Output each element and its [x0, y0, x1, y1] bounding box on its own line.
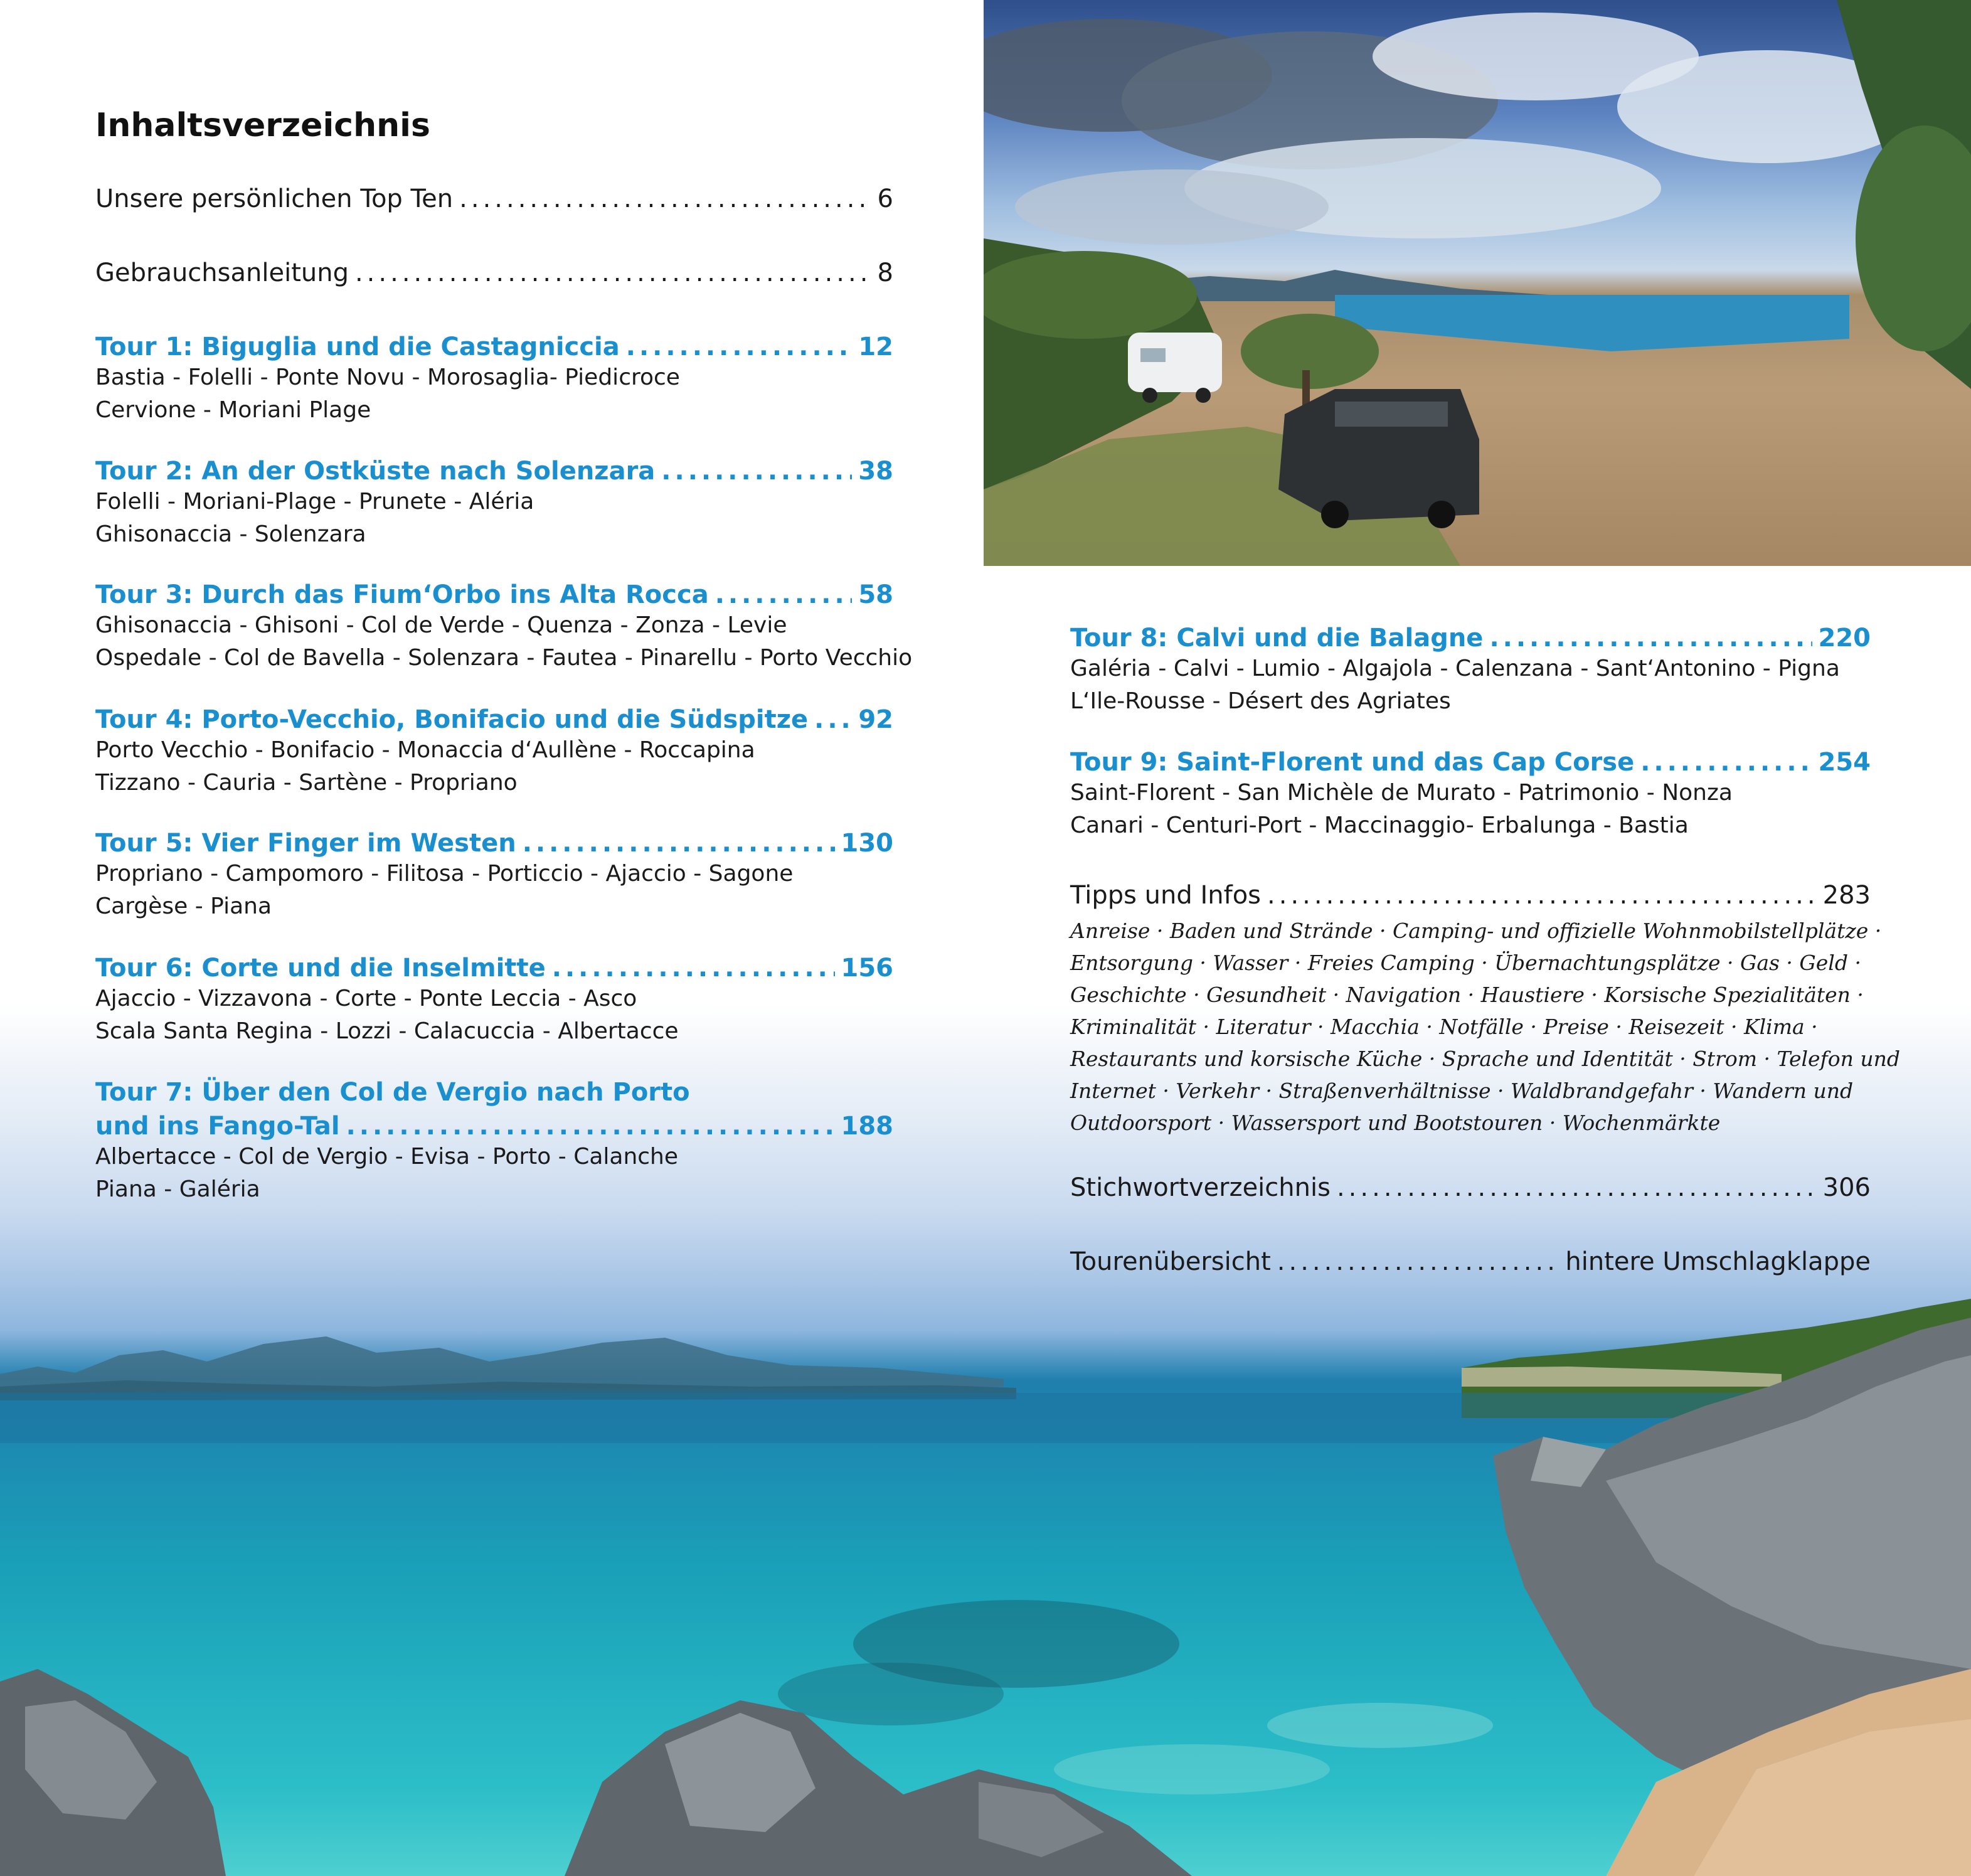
tour-places: Ajaccio - Vizzavona - Corte - Ponte Leccia - Asco	[95, 986, 637, 1011]
toc-entry-tour-2[interactable]	[95, 457, 893, 551]
dot-leader	[346, 1112, 835, 1141]
page-title: Inhaltsverzeichnis	[95, 107, 430, 144]
toc-entry-label: Unsere persönlichen Top Ten	[95, 184, 454, 213]
tour-places: Scala Santa Regina - Lozzi - Calacuccia - Albertacce	[95, 1018, 679, 1044]
toc-entry-label: Gebrauchsanleitung	[95, 258, 349, 287]
toc-entry-tour-6[interactable]	[95, 954, 893, 1048]
tour-places: Folelli - Moriani-Plage - Prunete - Aléria	[95, 489, 534, 514]
toc-entry-label: Tipps und Infos	[1070, 881, 1262, 910]
tour-places: L‘Ile-Rousse - Désert des Agriates	[1070, 688, 1451, 714]
tour-places: Ospedale - Col de Bavella - Solenzara - Fautea - Pinarellu - Porto Vecchio	[95, 645, 913, 671]
tour-places: Cargèse - Piana	[95, 893, 272, 919]
coast-panorama-illustration	[0, 1292, 1971, 1876]
toc-page-number: 220	[1818, 624, 1871, 653]
tour-places: Piana - Galéria	[95, 1176, 260, 1202]
tour-heading: Tour 1: Biguglia und die Castagniccia	[95, 333, 620, 361]
toc-page-number: 254	[1818, 748, 1871, 777]
toc-entry-usage[interactable]	[95, 258, 893, 287]
dot-leader	[1267, 881, 1817, 910]
toc-page-number: 8	[877, 258, 893, 287]
tips-topics-line: Entsorgung · Wasser · Freies Camping · Übernachtungsplätze · Gas · Geld ·	[1070, 951, 1861, 975]
tour-places: Saint-Florent - San Michèle de Murato - Patrimonio - Nonza	[1070, 780, 1733, 806]
tour-heading: Tour 2: An der Ostküste nach Solenzara	[95, 457, 656, 486]
toc-entry-index[interactable]	[1070, 1173, 1871, 1202]
tour-heading: Tour 9: Saint-Florent und das Cap Corse	[1070, 748, 1635, 777]
dot-leader	[715, 580, 853, 609]
tour-heading: Tour 6: Corte und die Inselmitte	[95, 954, 546, 983]
tips-topics-line: Internet · Verkehr · Straßenverhältnisse · Waldbrandgefahr · Wandern und	[1070, 1079, 1854, 1103]
toc-entry-label: Stichwortverzeichnis	[1070, 1173, 1331, 1202]
tour-places: Bastia - Folelli - Ponte Novu - Morosaglia- Piedicroce	[95, 365, 680, 390]
toc-entry-tour-9[interactable]	[1070, 748, 1871, 842]
dot-leader	[661, 457, 852, 486]
dot-leader	[552, 954, 835, 983]
toc-entry-overview[interactable]	[1070, 1247, 1871, 1276]
toc-page-number: 38	[858, 457, 893, 486]
tips-topics-line: Geschichte · Gesundheit · Navigation · Haustiere · Korsische Spezialitäten ·	[1070, 983, 1864, 1007]
tour-places: Ghisonaccia - Ghisoni - Col de Verde - Quenza - Zonza - Levie	[95, 612, 787, 638]
toc-entry-tour-1[interactable]	[95, 333, 893, 427]
tips-topics-line: Outdoorsport · Wassersport und Bootstouren · Wochenmärkte	[1070, 1111, 1721, 1135]
dot-leader	[1489, 624, 1812, 653]
toc-entry-top-ten[interactable]	[95, 184, 893, 213]
toc-page-number: 12	[858, 333, 893, 361]
tour-places: Galéria - Calvi - Lumio - Algajola - Calenzana - Sant‘Antonino - Pigna	[1070, 656, 1840, 681]
dot-leader	[459, 184, 871, 213]
tour-heading: Tour 8: Calvi und die Balagne	[1070, 624, 1484, 653]
toc-entry-tour-3[interactable]	[95, 580, 913, 674]
toc-page-number: 58	[858, 580, 893, 609]
tour-places: Cervione - Moriani Plage	[95, 397, 371, 423]
toc-page-number: 188	[841, 1112, 893, 1141]
toc-entry-tour-5[interactable]	[95, 829, 893, 923]
tour-heading: Tour 3: Durch das Fium‘Orbo ins Alta Rocca	[95, 580, 709, 609]
toc-page-number: hintere Umschlagklappe	[1565, 1247, 1871, 1276]
tips-topics-line: Restaurants und korsische Küche · Sprache und Identität · Strom · Telefon und	[1070, 1047, 1901, 1071]
dot-leader	[814, 705, 852, 734]
tour-heading-continued: und ins Fango-Tal	[95, 1112, 340, 1141]
toc-entry-label: Tourenübersicht	[1070, 1247, 1271, 1276]
tour-heading: Tour 5: Vier Finger im Westen	[95, 829, 516, 858]
dot-leader	[1640, 748, 1812, 777]
toc-page-number: 6	[877, 184, 893, 213]
tour-places: Ghisonaccia - Solenzara	[95, 521, 366, 547]
toc-entry-tour-4[interactable]	[95, 705, 893, 799]
toc-page-number: 306	[1822, 1173, 1871, 1202]
dot-leader	[355, 258, 871, 287]
tour-places: Tizzano - Cauria - Sartène - Propriano	[95, 770, 518, 796]
toc-page-number: 283	[1822, 881, 1871, 910]
tour-places: Canari - Centuri-Port - Maccinaggio- Erbalunga - Bastia	[1070, 813, 1689, 838]
dot-leader	[1337, 1173, 1817, 1202]
camping-beach-photo	[984, 0, 1971, 566]
tour-heading: Tour 7: Über den Col de Vergio nach Porto	[95, 1078, 690, 1107]
tips-topics-line: Anreise · Baden und Strände · Camping- und offizielle Wohnmobilstellplätze ·	[1070, 919, 1882, 943]
toc-entry-tips[interactable]	[1070, 881, 1901, 1139]
tour-places: Albertacce - Col de Vergio - Evisa - Porto - Calanche	[95, 1144, 679, 1170]
toc-entry-tour-7[interactable]	[95, 1078, 893, 1206]
dot-leader	[523, 829, 835, 858]
toc-page-number: 130	[841, 829, 893, 858]
toc-entry-tour-8[interactable]	[1070, 624, 1871, 718]
tour-heading: Tour 4: Porto-Vecchio, Bonifacio und die Südspitze	[95, 705, 809, 734]
tour-places: Porto Vecchio - Bonifacio - Monaccia d‘Aullène - Roccapina	[95, 737, 755, 763]
dot-leader	[626, 333, 853, 361]
dot-leader	[1277, 1247, 1559, 1276]
toc-page-number: 92	[858, 705, 893, 734]
tour-places: Propriano - Campomoro - Filitosa - Porticcio - Ajaccio - Sagone	[95, 861, 794, 887]
tips-topics-line: Kriminalität · Literatur · Macchia · Notfälle · Preise · Reisezeit · Klima ·	[1070, 1015, 1818, 1039]
toc-page-number: 156	[841, 954, 893, 983]
